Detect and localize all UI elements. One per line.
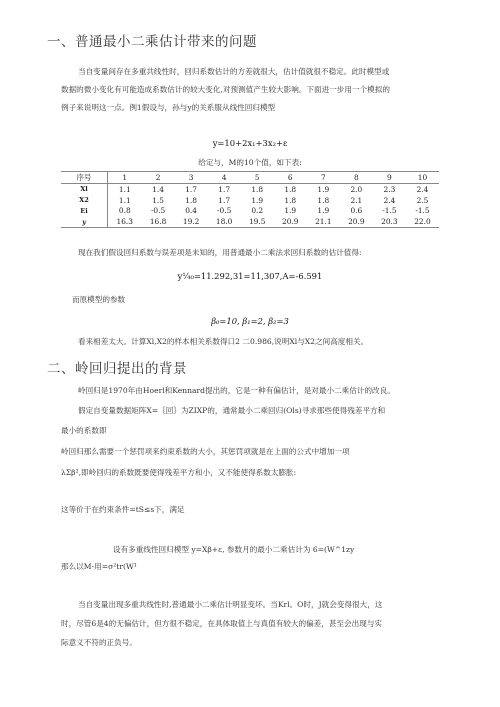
table-row-label: Xl <box>61 184 108 195</box>
original-params-equation: β₀=10, β₁=2, β₂=3 <box>211 316 289 326</box>
section1-title: 一、普通最小二乘估计带来的问题 <box>47 34 257 50</box>
table-cell: 2.1 <box>350 195 363 205</box>
table-cell: 1.9 <box>317 206 330 216</box>
table-cell: 20.9 <box>274 216 307 227</box>
table-cell: -1.5 <box>415 206 430 216</box>
table-col-header: 6 <box>274 172 307 184</box>
table-cell: 1.9 <box>284 206 297 216</box>
table-cell: 1.8 <box>317 195 330 205</box>
table-cell: 1.1 <box>118 195 131 205</box>
table-cell: 1.9 <box>251 195 264 205</box>
section1-para-line1: 当自变量间存在多重共线性时，回归系数估计的方差就很大，估计值就很不稳定。此时模型或 <box>78 67 390 76</box>
table-cell: 0.2 <box>251 206 264 216</box>
table-cell: 2.4 <box>383 195 396 205</box>
section1-para-line2: 数据的微小变化有可能造成系数估计的较大变化,对预测值产生较大影响。下面进一步用一个模拟的 <box>61 85 390 94</box>
table-row <box>61 206 439 217</box>
table-cell: 19.5 <box>241 216 274 227</box>
original-params-label: 而原模型的参数 <box>72 295 126 304</box>
estimate-intro: 现在我们假设回归系数与误差项是未知的，用普通最小二乘法求回归系数的估计值得: <box>78 248 362 257</box>
table-cell: 1.8 <box>284 195 297 205</box>
section2-line3: 最小的系数即 <box>61 426 107 435</box>
table-cell: 22.0 <box>406 216 439 227</box>
section2-line4: 岭回归那么需要一个惩罚项来约束系数的大小，其惩罚项就是在上面的公式中增加一项 <box>61 447 350 456</box>
table-cell: -0.5 <box>217 206 232 216</box>
table-caption: 给定与，M的10个值，如下表: <box>198 158 302 167</box>
data-table <box>61 171 439 228</box>
table-row <box>61 216 439 227</box>
table-col-header: 1 <box>108 172 142 184</box>
table-col-header: 9 <box>373 172 406 184</box>
table-header-row <box>61 172 439 184</box>
table-cell: 1.1 <box>118 184 131 194</box>
section2-line10: 时，尽管6是4的无偏估计，但方很不稳定，在具体取值上与真值有较大的偏差，甚至会出现与实 <box>61 619 383 628</box>
section2-line1: 岭回归是1970年由Hoerl和Kennard提出的，它是一种有偏估计，是对最小二乘估计的改良。 <box>78 386 395 395</box>
table-header-label: 序号 <box>61 172 108 184</box>
table-cell: 1.7 <box>185 184 197 194</box>
table-cell: 1.4 <box>152 184 164 194</box>
table-cell: 2.5 <box>416 195 429 205</box>
table-cell: 1.8 <box>284 184 297 194</box>
table-cell: 2.4 <box>416 184 429 194</box>
table-cell: 1.9 <box>317 184 330 194</box>
table-cell: 16.3 <box>108 216 142 227</box>
section2-line5: λΣβ²,即岭回归的系数既要使得残差平方和小，又不能使得系数太膨胀: <box>61 468 297 477</box>
table-cell: 16.8 <box>142 216 175 227</box>
table-cell: 1.7 <box>218 184 231 194</box>
table-row <box>61 184 439 195</box>
table-cell: 20.9 <box>340 216 373 227</box>
table-col-header: 5 <box>241 172 274 184</box>
estimate-equation: y¼₀=11.292,31=11,307,A=-6.591 <box>177 271 323 281</box>
table-col-header: 8 <box>340 172 373 184</box>
section2-line7: 设有多重线性回归模型 y=Xβ+ε, 参数月的最小二乘估计为 6=(W^1zy <box>113 545 355 554</box>
table-row <box>61 195 439 206</box>
table-cell: 0.6 <box>350 206 363 216</box>
table-row-label: y <box>61 216 108 227</box>
section2-line8: 那么以M-用=σ²tr(W¹ <box>61 562 137 571</box>
table-cell: 1.5 <box>152 195 164 205</box>
table-col-header: 2 <box>142 172 175 184</box>
table-cell: 1.8 <box>185 195 197 205</box>
correlation-note: 看来相差太大。计算Xl,X2的样本相关系数得口2 二0.986,说明Xl与X2之间高度相关。 <box>78 337 369 346</box>
table-cell: 0.4 <box>185 206 197 216</box>
table-row-label: Ei <box>61 206 108 217</box>
table-cell: -0.5 <box>150 206 166 216</box>
table-cell: 20.3 <box>373 216 406 227</box>
table-row-label: X2 <box>61 195 108 206</box>
table-col-header: 3 <box>175 172 208 184</box>
table-cell: 21.1 <box>307 216 340 227</box>
section2-line2: 假定自变量数据矩阵X=｛回｝为ZIXP的，通常最小二乘回归(Ols)寻求那些使得残差平方和 <box>78 406 386 415</box>
table-col-header: 4 <box>208 172 241 184</box>
section1-para-line3: 例子来说明这一点。例1假设与，孙与y的关系服从线性回归模型 <box>61 103 276 112</box>
table-cell: 1.7 <box>218 195 231 205</box>
table-cell: 2.0 <box>350 184 363 194</box>
table-cell: 19.2 <box>175 216 208 227</box>
table-col-header: 7 <box>307 172 340 184</box>
section2-title: 二、岭回归提出的背景 <box>47 361 187 377</box>
table-cell: -1.5 <box>382 206 397 216</box>
table-cell: 1.8 <box>251 184 264 194</box>
table-col-header: 10 <box>406 172 439 184</box>
section2-line9: 当自变量出现多重共线性时,普通最小二乘估计明显变坏。当Krl。O时，J就会变得很大，这 <box>78 600 383 609</box>
table-cell: 18.0 <box>208 216 241 227</box>
model-equation: y=10+2x₁+3x₂+ε <box>212 138 288 148</box>
section2-line11: 际意义不符的正负号。 <box>61 638 137 647</box>
table-cell: 2.3 <box>383 184 396 194</box>
section2-line6: 这等价于在约束条件=tS≤s下，满足 <box>61 505 185 514</box>
table-cell: 0.8 <box>118 206 131 216</box>
